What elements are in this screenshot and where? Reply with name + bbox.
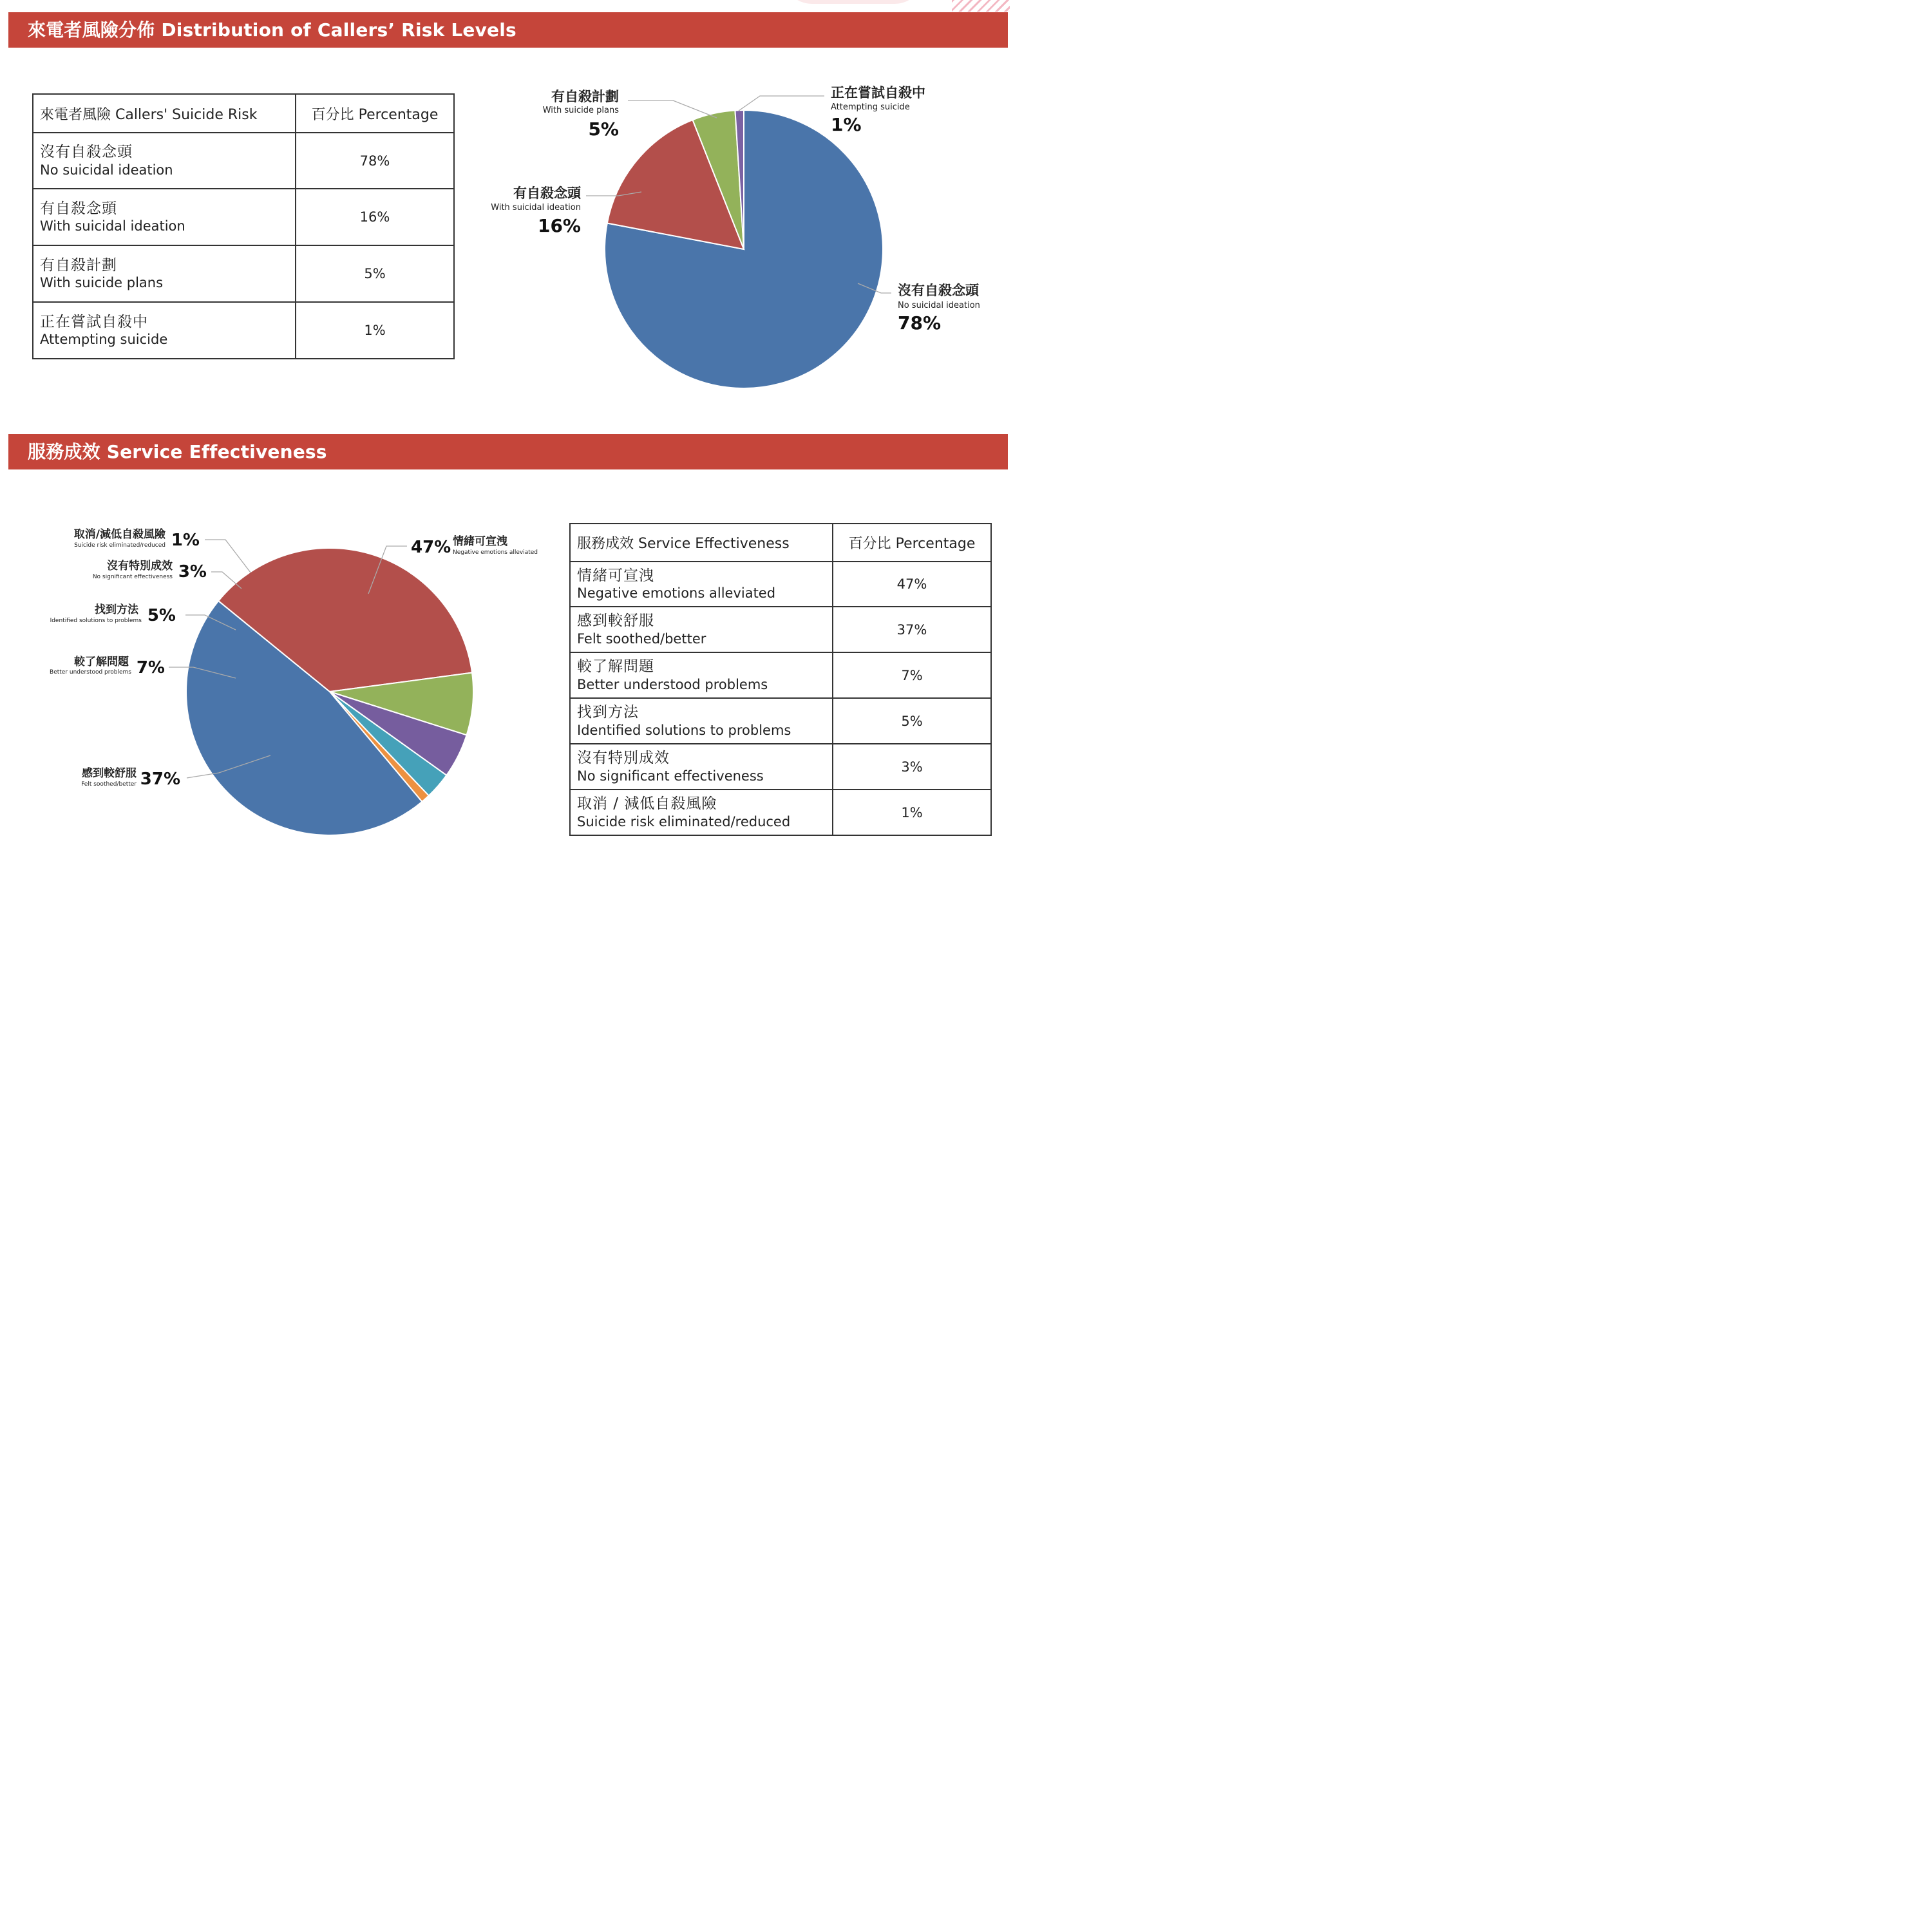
table-header-service: 服務成效 Service Effectiveness	[570, 524, 833, 562]
row-label-en: Identified solutions to problems	[577, 722, 791, 738]
row-percentage: 78%	[296, 133, 454, 189]
table-header-percentage: 百分比 Percentage	[833, 524, 991, 562]
risk-label-pct-0: 78%	[898, 312, 942, 334]
row-label-zh: 沒有自殺念頭	[40, 144, 133, 160]
row-label-en: Attempting suicide	[40, 332, 168, 348]
row-label-en: No suicidal ideation	[40, 162, 173, 178]
row-percentage: 3%	[833, 744, 991, 790]
row-label-en: Better understood problems	[577, 676, 768, 692]
service-label-pct-1: 37%	[140, 770, 180, 789]
risk-label-zh-2: 有自殺計劃	[551, 89, 619, 104]
service-label-zh-1: 感到較舒服	[82, 767, 137, 780]
service-leader-5	[205, 540, 251, 573]
risk-label-pct-2: 5%	[588, 118, 619, 140]
row-label-zh: 情緒可宣洩	[577, 567, 654, 584]
service-label-pct-5: 1%	[171, 531, 200, 550]
service-label-pct-0: 47%	[411, 538, 451, 557]
service-label-zh-4: 沒有特別成效	[107, 560, 173, 573]
row-percentage: 7%	[833, 652, 991, 698]
risk-label-zh-1: 有自殺念頭	[513, 185, 581, 201]
row-label-zh: 感到較舒服	[577, 612, 654, 629]
service-label-en-4: No significant effectiveness	[92, 574, 173, 580]
risk-label-en-3: Attempting suicide	[831, 102, 910, 112]
risk-section-heading: 來電者風險分佈 Distribution of Callers’ Risk Levels	[8, 12, 1008, 48]
service-label-zh-3: 找到方法	[95, 603, 138, 616]
row-label-zh: 有自殺念頭	[40, 200, 117, 217]
row-label-zh: 有自殺計劃	[40, 256, 117, 274]
service-label-pct-3: 5%	[147, 606, 176, 625]
risk-leader-2	[628, 100, 717, 118]
service-label-zh-5: 取消/減低自殺風險	[73, 528, 166, 541]
row-label-zh: 沒有特別成效	[577, 750, 670, 766]
risk-pie	[605, 110, 883, 388]
service-label-en-3: Identified solutions to problems	[50, 618, 142, 624]
row-percentage: 5%	[296, 245, 454, 302]
service-label-pct-4: 3%	[178, 562, 207, 582]
risk-label-en-0: No suicidal ideation	[898, 301, 980, 310]
row-label-en: No significant effectiveness	[577, 768, 764, 784]
service-label-zh-0: 情緒可宣洩	[453, 535, 507, 548]
service-label-en-2: Better understood problems	[50, 669, 131, 676]
row-label-en: With suicide plans	[40, 275, 164, 291]
service-label-pct-2: 7%	[136, 658, 165, 677]
risk-label-en-2: With suicide plans	[542, 106, 619, 115]
row-percentage: 37%	[833, 607, 991, 652]
row-label-zh: 較了解問題	[577, 658, 654, 675]
service-label-en-0: Negative emotions alleviated	[453, 549, 538, 556]
row-label-en: Suicide risk eliminated/reduced	[577, 813, 791, 829]
service-label-zh-2: 較了解問題	[74, 656, 129, 668]
row-percentage: 47%	[833, 562, 991, 607]
table-header-percentage: 百分比 Percentage	[296, 94, 454, 133]
row-label-zh: 正在嘗試自殺中	[40, 313, 148, 330]
row-label-zh: 取消 / 減低自殺風險	[577, 795, 717, 812]
risk-leader-3	[739, 96, 824, 111]
risk-label-zh-0: 沒有自殺念頭	[898, 283, 979, 298]
row-label-en: With suicidal ideation	[40, 218, 185, 234]
row-label-en: Felt soothed/better	[577, 630, 706, 647]
row-percentage: 5%	[833, 698, 991, 744]
risk-label-pct-1: 16%	[537, 215, 581, 236]
service-section-heading: 服務成效 Service Effectiveness	[8, 434, 1008, 469]
row-label-en: Negative emotions alleviated	[577, 585, 776, 601]
row-percentage: 16%	[296, 189, 454, 245]
row-label-zh: 找到方法	[577, 704, 639, 721]
risk-label-en-1: With suicidal ideation	[491, 203, 581, 213]
service-pie	[186, 548, 473, 835]
table-header-risk: 來電者風險 Callers' Suicide Risk	[33, 94, 296, 133]
pie-charts-canvas	[0, 0, 1010, 1010]
risk-label-zh-3: 正在嘗試自殺中	[831, 85, 925, 100]
row-percentage: 1%	[296, 302, 454, 359]
row-percentage: 1%	[833, 790, 991, 835]
risk-label-pct-3: 1%	[831, 114, 862, 135]
service-label-en-5: Suicide risk eliminated/reduced	[74, 542, 166, 549]
service-label-en-1: Felt soothed/better	[81, 781, 137, 788]
